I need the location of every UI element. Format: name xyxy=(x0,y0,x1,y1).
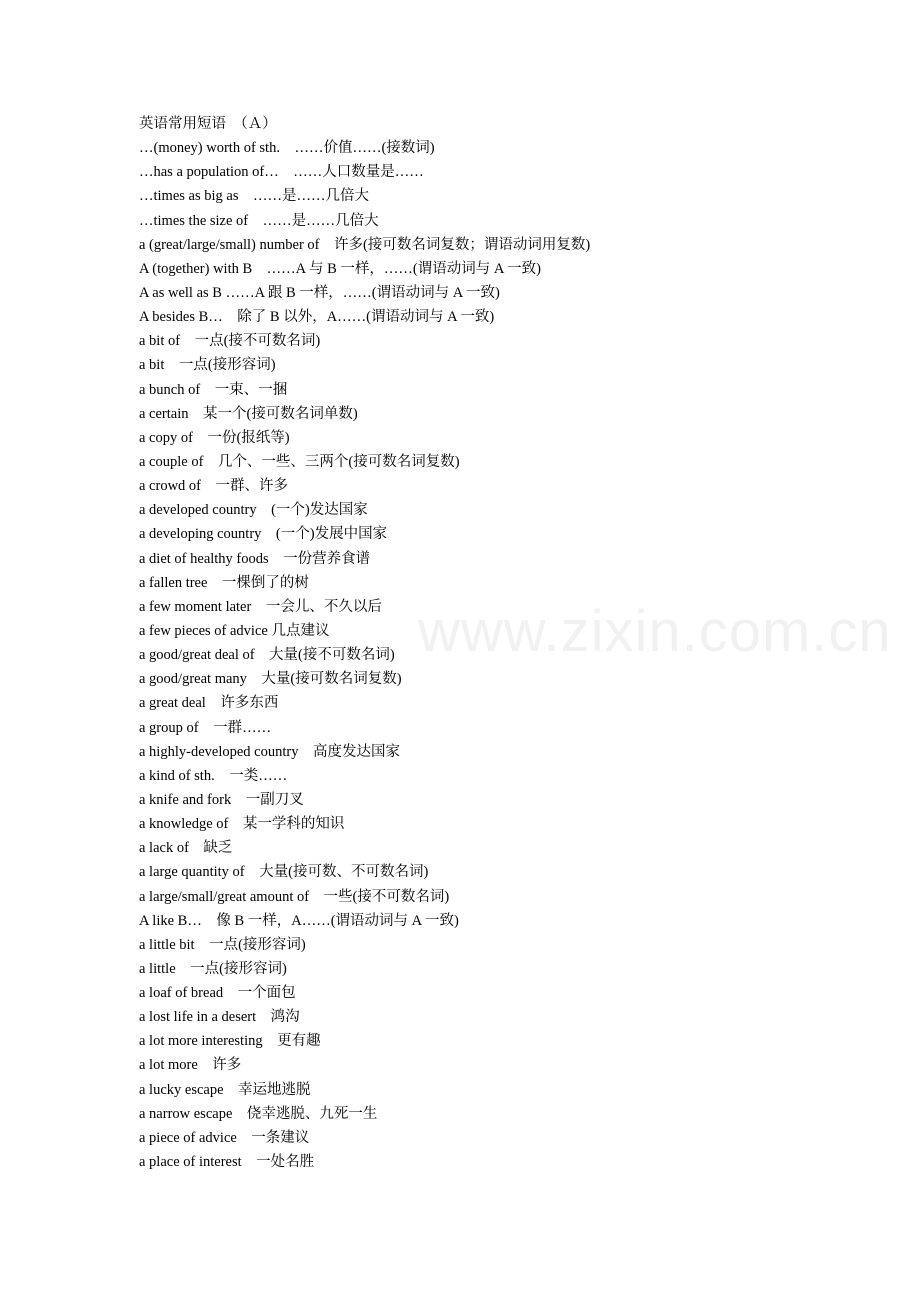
phrase-entry: …(money) worth of sth. ……价值……(接数词) xyxy=(139,140,435,157)
phrase-entry: a large/small/great amount of 一些(接不可数名词) xyxy=(139,888,450,905)
phrase-entry: a bit of 一点(接不可数名词) xyxy=(139,333,321,350)
phrase-entry: a lost life in a desert 鸿沟 xyxy=(139,1009,300,1026)
phrase-entry: A besides B… 除了 B 以外，A……(谓语动词与 A 一致) xyxy=(139,309,495,326)
phrase-entry: a large quantity of 大量(接可数、不可数名词) xyxy=(139,864,429,881)
phrase-entry: a piece of advice 一条建议 xyxy=(139,1129,310,1146)
phrase-entry: …has a population of… ……人口数量是…… xyxy=(139,164,424,181)
phrase-entry: A (together) with B ……A 与 B 一样，……(谓语动词与 A 一致) xyxy=(139,260,541,277)
phrase-entry: A like B… 像 B 一样，A……(谓语动词与 A 一致) xyxy=(139,912,459,929)
phrase-entry: a good/great many 大量(接可数名词复数) xyxy=(139,671,402,688)
phrase-entry: a crowd of 一群、许多 xyxy=(139,478,288,495)
phrase-entry: a developing country (一个)发展中国家 xyxy=(139,526,388,543)
phrase-entry: a certain 某一个(接可数名词单数) xyxy=(139,405,358,422)
document-body xyxy=(139,112,859,1174)
phrase-entry: A as well as B ……A 跟 B 一样，……(谓语动词与 A 一致) xyxy=(139,284,500,301)
phrase-entry: a knife and fork 一副刀叉 xyxy=(139,791,304,808)
phrase-list xyxy=(139,136,859,1174)
phrase-entry: …times as big as ……是……几倍大 xyxy=(139,188,369,205)
watermark: www.zixin.com.cn xyxy=(418,599,892,664)
phrase-entry: a copy of 一份(报纸等) xyxy=(139,429,290,446)
phrase-entry: a highly-developed country 高度发达国家 xyxy=(139,743,400,760)
phrase-entry: a lot more interesting 更有趣 xyxy=(139,1033,321,1050)
phrase-entry: a few pieces of advice 几点建议 xyxy=(139,622,330,639)
phrase-entry: a couple of 几个、一些、三两个(接可数名词复数) xyxy=(139,453,460,470)
phrase-entry: a (great/large/small) number of 许多(接可数名词复数；谓语动词用复数) xyxy=(139,236,591,253)
phrase-entry: a lack of 缺乏 xyxy=(139,840,233,857)
phrase-entry: a knowledge of 某一学科的知识 xyxy=(139,816,345,833)
phrase-entry: a loaf of bread 一个面包 xyxy=(139,985,296,1002)
phrase-entry: a bunch of 一束、一捆 xyxy=(139,381,288,398)
phrase-entry: a few moment later 一会儿、不久以后 xyxy=(139,598,382,615)
phrase-entry: a great deal 许多东西 xyxy=(139,695,279,712)
document-title: 英语常用短语 （Ａ） xyxy=(139,116,277,132)
phrase-entry: a group of 一群…… xyxy=(139,719,272,736)
phrase-entry: a lucky escape 幸运地逃脱 xyxy=(139,1081,311,1098)
phrase-entry: …times the size of ……是……几倍大 xyxy=(139,212,379,229)
phrase-entry: a diet of healthy foods 一份营养食谱 xyxy=(139,550,371,567)
phrase-entry: a kind of sth. 一类…… xyxy=(139,767,288,784)
phrase-entry: a lot more 许多 xyxy=(139,1057,242,1074)
phrase-entry: a bit 一点(接形容词) xyxy=(139,357,276,374)
phrase-entry: a place of interest 一处名胜 xyxy=(139,1154,315,1171)
phrase-entry: a developed country (一个)发达国家 xyxy=(139,502,368,519)
phrase-entry: a good/great deal of 大量(接不可数名词) xyxy=(139,647,395,664)
phrase-entry: a little 一点(接形容词) xyxy=(139,960,287,977)
phrase-entry: a little bit 一点(接形容词) xyxy=(139,936,306,953)
phrase-entry: a narrow escape 侥幸逃脱、九死一生 xyxy=(139,1105,378,1122)
phrase-entry: a fallen tree 一棵倒了的树 xyxy=(139,574,309,591)
